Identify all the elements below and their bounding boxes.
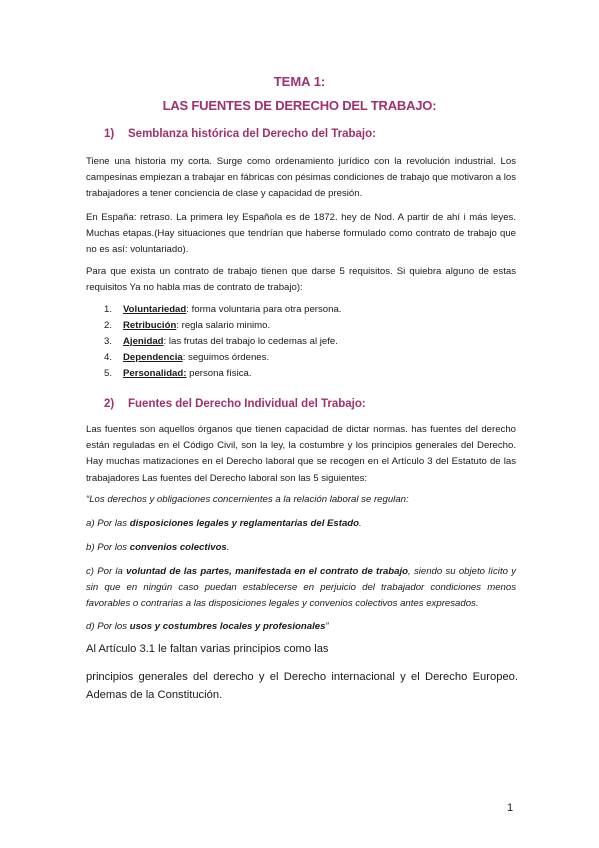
section-1-number: 1) xyxy=(104,128,115,140)
section-2-number: 2) xyxy=(104,398,115,410)
list-item: 5. Personalidad: persona física. xyxy=(104,368,252,379)
closing-paragraph: principios generales del derecho y el Derecho internacional y el Derecho Europeo. Ademas de la Constitución. xyxy=(86,671,518,701)
quote-item-b: b) Por los convenios colectivos. xyxy=(86,542,230,553)
quote-intro: “Los derechos y obligaciones concernientes a la relación laboral se regulan: xyxy=(86,494,409,505)
list-item: 4. Dependencia: seguimos órdenes. xyxy=(104,352,270,363)
section-1-title: Semblanza histórica del Derecho del Trabajo: xyxy=(128,128,376,140)
section-2-title: Fuentes del Derecho Individual del Trabajo: xyxy=(128,398,366,410)
requisitos-list xyxy=(104,302,504,382)
quote-item-d: d) Por los usos y costumbres locales y profesionales” xyxy=(86,621,329,632)
section-1-paragraph-1: Tiene una historia my corta. Surge como ordenamiento jurídico con la revolución industrial. Los campesinas empiezan a trabajar en fábricas con pésimas condiciones de trabajo que motivaron a los trabajadores a tener conciencia de clase y capacidad de presión. xyxy=(86,156,516,200)
list-item: 1. Voluntariedad: forma voluntaria para otra persona. xyxy=(104,304,342,315)
quote-item-a: a) Por las disposiciones legales y reglamentarias del Estado. xyxy=(86,518,362,529)
section-2-heading xyxy=(104,398,366,410)
section-1-paragraph-3: Para que exista un contrato de trabajo tienen que darse 5 requisitos. Si quiebra alguno de estas requisitos Ya no habla mas de contrato de trabajo): xyxy=(86,266,516,294)
list-item: 3. Ajenidad: las frutas del trabajo lo cedemas al jefe. xyxy=(104,336,338,347)
section-1-heading xyxy=(104,128,376,140)
page-title: LAS FUENTES DE DERECHO DEL TRABAJO: xyxy=(162,98,437,113)
list-item: 2. Retribución: regla salario minimo. xyxy=(104,320,271,331)
section-1-paragraph-2: En España: retraso. La primera ley Española es de 1872. hey de Nod. A partir de ahí i más leyes. Muchas etapas.(Hay situaciones que tendrían que haberse formulado como contrato de trabajo que no es así: voluntariado). xyxy=(86,212,516,256)
page-number: 1 xyxy=(507,802,514,814)
closing-line-1: Al Artículo 3.1 le faltan varias principios como las xyxy=(86,643,329,655)
section-2-paragraph-1: Las fuentes son aquellos órganos que tienen capacidad de dictar normas. has fuentes del derecho están reguladas en el Código Civil, son la ley, la costumbre y los principios generales del Derecho. Hay muchas matizaciones en el Derecho laboral que se recogen en el Artículo 3 del Estatuto de las trabajadores Las fuentes del Derecho laboral son las 5 siguientes: xyxy=(86,424,516,484)
tema-label: TEMA 1: xyxy=(273,74,326,89)
quote-item-c: c) Por la voluntad de las partes, manifestada en el contrato de trabajo, siendo su objeto lícito y sin que en ningún caso puedan establecerse en perjuicio del trabajador condiciones menos favorables o contrarias a las disposiciones legales y convenios colectivos antes expresados. xyxy=(86,566,516,610)
